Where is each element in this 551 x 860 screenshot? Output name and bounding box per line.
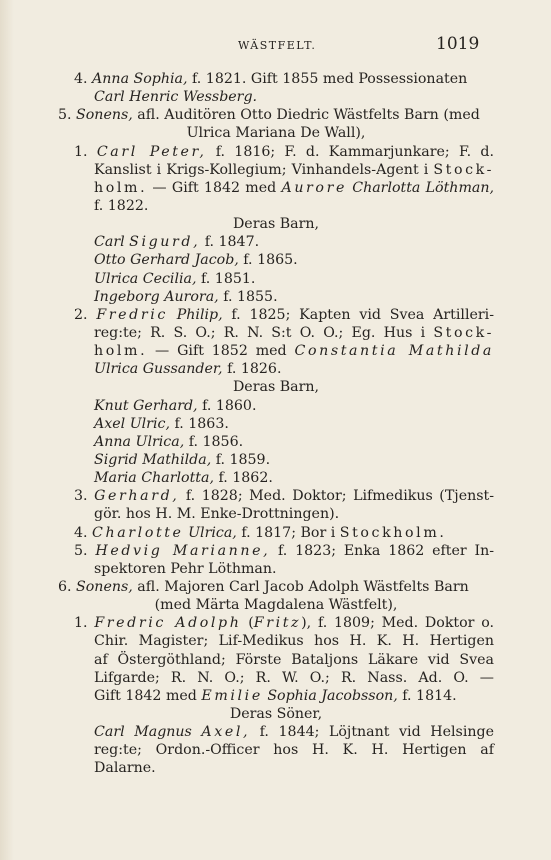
text-line: [58, 360, 494, 378]
italic-name: Carl Peter,: [96, 143, 207, 160]
text-line: [58, 542, 494, 560]
genealogy-text: [58, 70, 494, 777]
text-run: Ulrica Mariana De Wall),: [186, 125, 366, 142]
text-run: Deras Barn,: [232, 379, 320, 396]
text-run: spektoren Pehr Löthman.: [94, 560, 277, 577]
text-run: reg:te; Ordon.-Officer hos H. K. H. Hertigen af: [94, 742, 494, 759]
text-run: afl. Majoren Carl Jacob Adolph Wästfelts Barn: [132, 578, 469, 595]
text-line: [58, 705, 494, 723]
italic-name: Ulrica Cecilia,: [94, 270, 197, 287]
italic-name: Emilie: [201, 687, 263, 704]
text-run: [168, 307, 177, 323]
text-run: 6.: [58, 578, 77, 595]
text-run: f. 1821. Gift 1855 med Possessionaten: [187, 71, 468, 87]
text-run: Deras Söner,: [229, 705, 323, 722]
text-run: Gift 1842 med: [94, 687, 202, 704]
italic-name: Sonens,: [76, 107, 133, 124]
text-line: [58, 487, 494, 505]
text-line: [58, 596, 494, 614]
text-run: f. 1826.: [222, 361, 282, 378]
text-line: [58, 161, 494, 179]
italic-name: Otto Gerhard Jacob,: [94, 252, 239, 269]
italic-name: Hedvig Marianne,: [95, 542, 271, 559]
text-line: [58, 288, 494, 306]
text-run: 1.: [74, 615, 95, 632]
italic-name: Philip,: [176, 306, 223, 323]
text-line: [58, 251, 494, 269]
spaced-text: holm.: [94, 343, 148, 360]
italic-name: Ulrica Gussander,: [94, 361, 223, 378]
text-line: [58, 306, 494, 324]
italic-name: Charlotta Löthman,: [352, 179, 494, 196]
text-run: f. 1859.: [211, 451, 271, 468]
text-line: [58, 270, 494, 288]
italic-name: Fredric Adolph: [94, 615, 242, 632]
text-run: f. 1825; Kapten vid Svea Artilleri-: [222, 306, 495, 323]
italic-name: Fritz: [253, 615, 302, 632]
text-run: f. 1823; Enka 1862 efter In-: [270, 542, 494, 559]
italic-name: Maria Charlotta,: [94, 470, 214, 487]
text-run: f. 1862.: [213, 470, 273, 487]
spaced-text: Stock-: [433, 161, 494, 178]
text-line: [58, 687, 494, 705]
text-line: [58, 106, 494, 124]
text-run: Deras Barn,: [232, 216, 320, 233]
text-line: [58, 378, 494, 396]
text-run: — Gift 1842 med: [147, 179, 282, 196]
italic-name: Knut Gerhard,: [94, 397, 198, 414]
text-run: — Gift 1852 med: [147, 343, 295, 360]
text-run: f. 1814.: [397, 687, 457, 704]
text-run: Dalarne.: [94, 760, 156, 777]
italic-name: Anna Ulrica,: [94, 433, 185, 450]
text-run: f. 1816; F. d. Kammarjunkare; F. d.: [206, 143, 494, 160]
text-run: f. 1851.: [196, 270, 256, 287]
text-line: [58, 669, 494, 687]
text-run: f. 1847.: [200, 234, 260, 251]
italic-name: Carl Magnus: [94, 724, 202, 741]
spaced-text: Stock-: [433, 324, 494, 341]
spaced-text: Stockholm.: [339, 524, 447, 541]
text-line: [58, 723, 494, 741]
text-line: [58, 124, 494, 142]
text-run: gör. hos H. M. Enke-Drottningen).: [94, 506, 340, 523]
text-run: 4.: [74, 524, 93, 541]
italic-name: Sigurd,: [129, 234, 201, 251]
text-run: 2.: [74, 306, 97, 323]
text-line: [58, 632, 494, 650]
italic-name: Sonens,: [76, 578, 133, 595]
text-run: 3.: [74, 488, 95, 505]
text-line: [58, 415, 494, 433]
text-line: [58, 469, 494, 487]
text-line: [58, 143, 494, 161]
italic-name: Ulrica,: [188, 524, 237, 541]
text-run: f. 1856.: [184, 433, 244, 450]
text-run: f. 1822.: [94, 197, 149, 214]
text-run: f. 1860.: [197, 397, 257, 414]
text-run: 4.: [74, 71, 93, 87]
italic-name: Ingeborg Aurora,: [94, 288, 219, 305]
text-run: 5.: [74, 542, 96, 559]
text-run: f. 1863.: [169, 415, 229, 432]
text-run: 5.: [58, 107, 77, 124]
text-run: 1.: [74, 143, 97, 160]
text-line: [58, 342, 494, 360]
italic-name: Constantia Mathilda: [294, 343, 494, 360]
book-gutter: [0, 0, 14, 860]
text-line: [58, 397, 494, 415]
text-line: [58, 88, 494, 106]
text-run: reg:te; R. S. O.; R. N. S:t O. O.; Eg. Hus i: [94, 324, 434, 341]
italic-name: Fredric: [96, 306, 168, 323]
italic-name: Charlotte: [92, 524, 184, 541]
text-run: ), f. 1809; Med. Doktor o.: [301, 615, 495, 632]
text-run: f. 1844; Löjtnant vid Helsinge: [250, 724, 494, 741]
italic-name: Sophia Jacobsson,: [267, 687, 398, 704]
text-line: [58, 197, 494, 215]
text-run: Kanslist i Krigs-Kollegium; Vinhandels-Agent i: [94, 161, 434, 178]
text-run: Lifgarde; R. N. O.; R. W. O.; R. Nass. Ad. O. —: [94, 669, 494, 686]
italic-name: Aurore: [281, 179, 347, 196]
text-line: [58, 324, 494, 342]
text-line: [58, 505, 494, 523]
text-line: [58, 70, 494, 88]
text-run: (med Märta Magdalena Wästfelt),: [154, 597, 398, 614]
text-line: [58, 560, 494, 578]
spaced-text: holm.: [94, 179, 148, 196]
text-run: Chir. Magister; Lif-Medikus hos H. K. H. Hertigen: [94, 633, 494, 650]
text-line: [58, 451, 494, 469]
italic-name: Sigrid Mathilda,: [94, 451, 212, 468]
page-header: [0, 34, 551, 56]
text-run: f. 1855.: [218, 288, 278, 305]
text-line: [58, 215, 494, 233]
running-title: WÄSTFELT.: [238, 39, 317, 52]
text-line: [58, 741, 494, 759]
text-line: [58, 233, 494, 251]
text-run: f. 1865.: [238, 252, 298, 269]
italic-name: Axel Ulric,: [94, 415, 170, 432]
text-line: [58, 614, 494, 632]
italic-name: Anna Sophia,: [92, 71, 188, 87]
text-line: [58, 651, 494, 669]
text-run: f. 1828; Med. Doktor; Lifmedikus (Tjenst-: [179, 488, 495, 505]
italic-name: Carl: [94, 234, 130, 251]
text-line: [58, 759, 494, 777]
text-run: afl. Auditören Otto Diedric Wästfelts Barn (med: [132, 107, 480, 124]
italic-name: Axel,: [201, 724, 251, 741]
text-run: f. 1817; Bor i: [236, 524, 340, 541]
text-line: [58, 524, 494, 542]
text-run: af Östergöthland; Förste Bataljons Läkare vid Svea: [94, 651, 494, 668]
text-line: [58, 433, 494, 451]
text-run: (: [241, 615, 254, 632]
italic-name: Gerhard,: [94, 488, 180, 505]
text-line: [58, 179, 494, 197]
italic-name: Carl Henric Wessberg.: [94, 89, 258, 106]
text-line: [58, 578, 494, 596]
page-number: 1019: [436, 34, 480, 54]
